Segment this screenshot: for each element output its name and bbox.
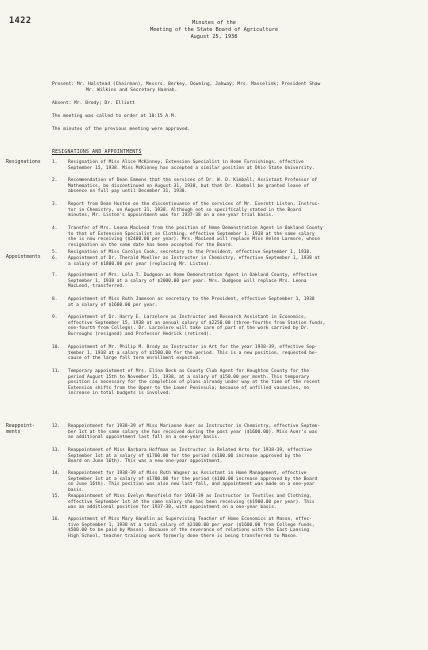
item-text	[68, 448, 421, 465]
item-text-line: resignation on the same date has been accepted for the Board.	[68, 242, 234, 248]
item-text-line: Extension shifts from the Upper to the Lower Peninsula; because of unfilled vacancies, no	[68, 385, 310, 391]
minutes-title: Minutes of the	[192, 20, 236, 26]
item-text-line: tive September 1, 1938 at a total salary of $2100.00 per year ($1600.00 from College funds,	[68, 522, 315, 528]
item-number: 6.	[52, 256, 58, 261]
item-number: 1.	[52, 160, 58, 165]
item-number: 13.	[52, 448, 61, 453]
item-text-line: absence on full pay until December 31, 1938.	[68, 189, 188, 195]
item-text-line: basis.	[68, 487, 85, 493]
present-line-cont: Mr. Wilkins and Secretary Hannah.	[86, 88, 178, 93]
item-number: 9.	[52, 315, 58, 320]
item-text-line: Reappointment of Miss Evelyn Mansfield for 1938-39 as Instructor in Textiles and Clothing,	[68, 494, 312, 499]
meeting-title: Meeting of the State Board of Agriculture	[149, 27, 279, 33]
item-text	[68, 256, 421, 267]
item-text-line: increase in total budgets is involved.	[68, 391, 171, 397]
item-text-line: Reappointment for 1938-39 of Miss Marianne Auer as Instructor in Chemistry, effective Septem-	[68, 424, 320, 429]
item-text-line: she is now receiving ($2400.00 per year). Mrs. MacLeod will replace Miss Helen Larmore, whose	[68, 237, 320, 243]
item-text	[68, 494, 421, 511]
margin-label-reappointments-2: ments	[6, 430, 21, 435]
item-text	[68, 160, 421, 171]
minutes-approved: The minutes of the previous meeting were approved.	[52, 127, 191, 132]
item-number: 10.	[52, 345, 61, 350]
item-text	[68, 315, 421, 337]
item-text-line: Recommendation of Dean Emmons that the services of Dr. W. D. Kimball, Assistant Professor of	[68, 178, 318, 183]
item-text-line: Reappointment of Miss Barbara Hoffman as Instructor in Related Arts for 1938-39, effective	[68, 448, 312, 453]
item-number: 16.	[52, 517, 61, 522]
margin-label-resignations: Resignations	[6, 160, 41, 165]
item-text-line: Temporary appointment of Mrs. Elina Beck as County Club Agent for Houghton County for the	[68, 369, 310, 374]
item-text-line: an additional appointment last fall on a one-year basis.	[68, 435, 220, 441]
item-text-line: High School, teacher training work formerly done there is being transferred to Mason.	[68, 533, 299, 539]
item-text-line: Appointment of Dr. Therald Moeller as Instructor in Chemistry, effective September 1, 1938 at	[68, 256, 320, 261]
section-heading: RESIGNATIONS AND APPOINTMENTS	[52, 150, 142, 155]
item-text-line: Appointment of Dr. Harry E. Larzelere as Instructor and Research Assistant in Economics,	[68, 315, 307, 320]
item-text	[68, 178, 421, 195]
item-text-line: Board on June 16th). This was a new one-year appointment.	[68, 459, 223, 465]
meeting-date: August 25, 1938	[190, 34, 238, 40]
item-text-line: tor in Chemistry, on August 31, 1938. Although not so specifically stated in the Board	[68, 207, 301, 213]
item-text-line: minutes, Mr. Liston's appointment was for 1937-38 on a one-year trial basis.	[68, 213, 274, 219]
item-number: 2.	[52, 178, 58, 183]
called-to-order: The meeting was called to order at 10:15 A.M.	[52, 114, 177, 119]
item-text-line: Reappointment for 1938-39 of Miss Ruth Wagner as Assistant in Home Management, effective	[68, 471, 307, 476]
item-text-line: MacLeod, transferred.	[68, 284, 125, 290]
item-text-line: Appointment of Mrs. Lola T. Dudgeon as Home Demonstration Agent in Oakland County, effective	[68, 273, 318, 278]
item-text	[68, 424, 421, 441]
item-text-line: a salary of $1800.00 per year (replacing Mr. Liston).	[68, 261, 212, 267]
item-text-line: Burroughs (resigned) and Professor Hedrick (retired).	[68, 331, 212, 337]
item-text-line: Resignation of Miss Alice McKinney, Extension Specialist in Home Furnishings, effective	[68, 160, 304, 165]
item-text-line: Transfer of Mrs. Leona MacLeod from the position of Home Demonstration Agent in Oakland County	[68, 226, 323, 231]
item-text-line: Mathematics, be discontinued on August 31, 1938, but that Dr. Kimball be granted leave of	[68, 183, 310, 189]
item-text-line: was an additional position for 1937-38, with appointment on a one-year basis.	[68, 505, 277, 511]
item-text-line: period August 15th to November 15, 1938, at a salary of $150.00 per month. This temporary	[68, 374, 310, 380]
item-text-line: September 1st at a salary of $1700.00 for the period ($100.00 increase approved by the Board	[68, 476, 318, 482]
item-text-line: Appointment of Mr. Philip M. Brody as Instructor in Art for the year 1938-39, effective Sep-	[68, 345, 318, 350]
margin-label-reappointments-1: Reappoint-	[6, 424, 35, 429]
item-text-line: one-fourth from College). Dr. Larzelere will take care of part of the work carried by Dr.	[68, 326, 310, 332]
item-text	[68, 250, 421, 256]
item-text-line: Appointment of Miss Mary Handlin as Supervising Teacher of Home Economics at Mason, effec-	[68, 517, 312, 522]
present-line: Present: Mr. Halstead (Chairman), Messrs. Berkey, Downing, Jakway; Mrs. Masselink; President Shaw	[52, 82, 321, 87]
item-number: 4.	[52, 226, 58, 231]
item-number: 12.	[52, 424, 61, 429]
item-text-line: tember 1, 1938 at a salary of $1500.00 for the period. This is a new position, requested be-	[68, 350, 318, 356]
item-text	[68, 226, 421, 248]
item-number: 7.	[52, 273, 58, 278]
item-number: 15.	[52, 494, 61, 499]
item-text-line: September 1, 1938 at a salary of $2000.00 per year. Mrs. Dudgeon will replace Mrs. Leona	[68, 278, 307, 284]
item-text-line: at a salary of $1600.00 per year.	[68, 302, 158, 308]
item-text-line: Report from Dean Huston on the discontinuance of the services of Mr. Everett Liston, Instruc-	[68, 202, 320, 207]
item-text-line: cause of the large fall term enrollment expected.	[68, 356, 201, 362]
item-number: 5.	[52, 250, 58, 255]
page-number: 1422	[9, 16, 32, 26]
item-text-line: Resignation of Miss Carolyn Cook, secretary to the President, effective September 1, 1938.	[68, 250, 312, 255]
item-number: 8.	[52, 297, 58, 302]
item-text	[68, 369, 421, 397]
item-text-line: September 15, 1938. Miss McKinney has accepted a similar position at Ohio State University.	[68, 165, 315, 171]
item-text-line: on June 16th). This position was also new last fall, and appointment was made on a one-year	[68, 482, 315, 488]
item-text-line: position is necessary for the completion of plans already under way at the time of the recent	[68, 380, 320, 386]
item-text-line: to that of Extension Specialist in Clothing, effective September 1, 1938 at the same salary	[68, 231, 315, 237]
item-number: 3.	[52, 202, 58, 207]
item-number: 11.	[52, 369, 61, 374]
item-text	[68, 202, 421, 219]
item-text	[68, 297, 421, 308]
item-text	[68, 517, 421, 539]
item-text-line: $500.00 to be paid by Mason). Because of the severance of relations with the East Lansing	[68, 528, 310, 534]
item-text	[68, 273, 421, 290]
item-text-line: September 1st at a salary of $1700.00 for the period ($100.00 increase approved by the	[68, 453, 301, 459]
item-text-line: ber 1st at the same salary she has received during the past year ($1600.00). Miss Auer's was	[68, 429, 318, 435]
margin-label-appointments: Appointments	[6, 255, 41, 260]
item-text	[68, 345, 421, 362]
item-text	[68, 471, 421, 493]
absent-line: Absent: Mr. Brody; Dr. Elliott	[52, 101, 135, 106]
item-text-line: effective September 1st at the same salary she has been receiving ($1900.00 per year). This	[68, 499, 315, 505]
item-text-line: effective September 15, 1938 at an annual salary of $2250.00 (three-fourths from Station funds,	[68, 320, 326, 326]
item-number: 14.	[52, 471, 61, 476]
item-text-line: Appointment of Miss Ruth Jameson as secretary to the President, effective September 1, 1938	[68, 297, 315, 302]
